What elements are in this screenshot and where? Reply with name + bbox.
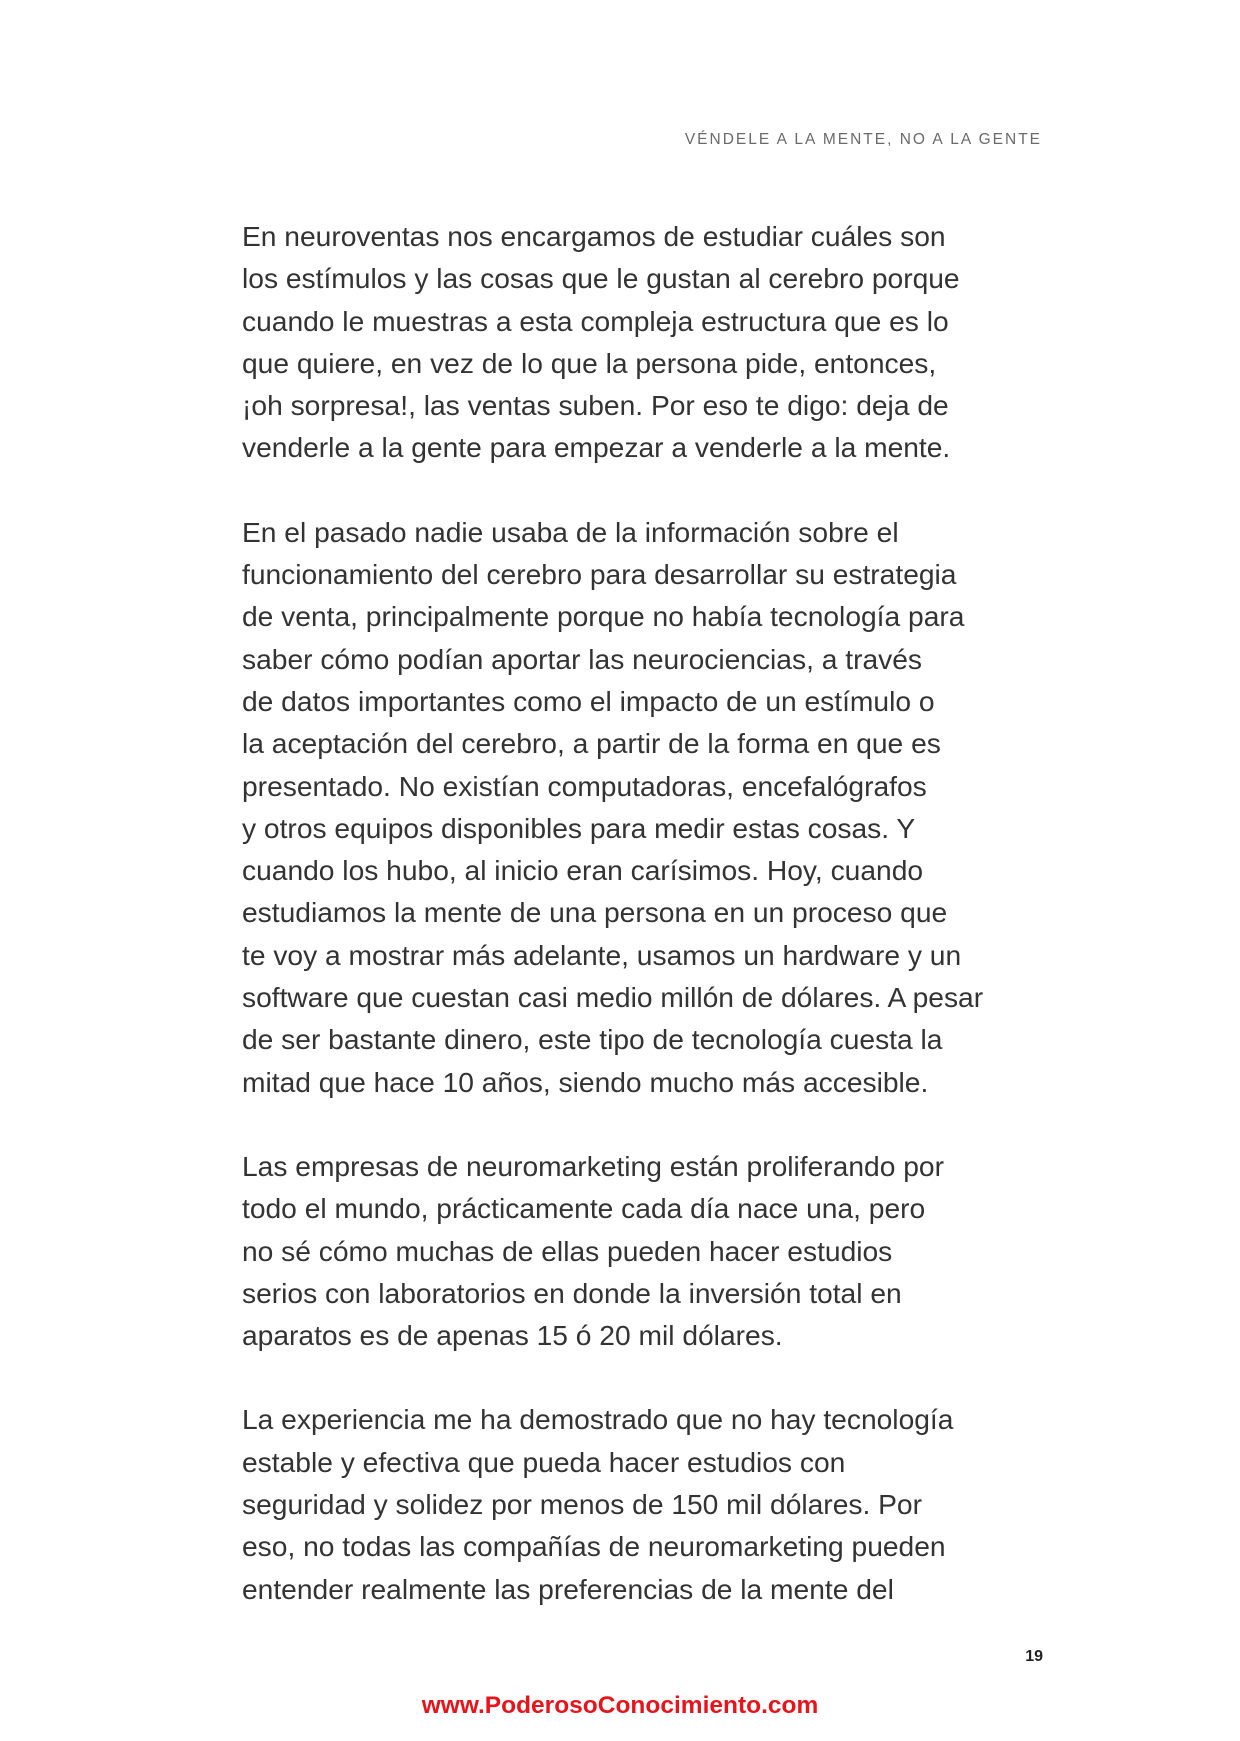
text-line: te voy a mostrar más adelante, usamos un hardware y un <box>242 938 962 971</box>
text-line: Las empresas de neuromarketing están proliferando por <box>242 1149 944 1182</box>
text-line: mitad que hace 10 años, siendo mucho más accesible. <box>242 1065 929 1098</box>
page-number: 19 <box>1025 1648 1043 1665</box>
text-line: En neuroventas nos encargamos de estudiar cuáles son <box>242 220 946 252</box>
text-line: saber cómo podían aportar las neurociencias, a través <box>242 642 923 675</box>
text-line: estudiamos la mente de una persona en un proceso que <box>242 896 948 929</box>
text-line: de ser bastante dinero, este tipo de tecnología cuesta la <box>242 1023 943 1056</box>
text-line: de datos importantes como el impacto de un estímulo o <box>242 684 935 717</box>
text-line: no sé cómo muchas de ellas pueden hacer estudios <box>242 1234 893 1267</box>
text-line: cuando le muestras a esta compleja estructura que es lo <box>242 304 949 337</box>
watermark-link[interactable]: www.PoderosoConocimiento.com <box>421 1692 819 1719</box>
text-line: seguridad y solidez por menos de 150 mil dólares. Por <box>242 1488 922 1521</box>
paragraph <box>242 511 1102 1103</box>
paragraph <box>242 1398 1102 1609</box>
text-line: ¡oh sorpresa!, las ventas suben. Por eso te digo: deja de <box>242 389 949 422</box>
text-line: todo el mundo, prácticamente cada día nace una, pero <box>242 1192 926 1225</box>
text-line: serios con laboratorios en donde la inversión total en <box>242 1276 902 1309</box>
body-text <box>242 215 1102 1652</box>
running-header: VÉNDELE A LA MENTE, NO A LA GENTE <box>684 131 1042 148</box>
text-line: En el pasado nadie usaba de la información sobre el <box>242 515 899 548</box>
text-line: de venta, principalmente porque no había tecnología para <box>242 600 965 633</box>
text-line: funcionamiento del cerebro para desarrollar su estrategia <box>242 558 957 591</box>
text-line: estable y efectiva que pueda hacer estudios con <box>242 1445 846 1478</box>
text-line: eso, no todas las compañías de neuromarketing pueden <box>242 1530 946 1563</box>
text-line: que quiere, en vez de lo que la persona pide, entonces, <box>242 346 937 379</box>
text-line: venderle a la gente para empezar a venderle a la mente. <box>242 431 951 464</box>
text-line: aparatos es de apenas 15 ó 20 mil dólares. <box>242 1319 783 1352</box>
text-line: los estímulos y las cosas que le gustan al cerebro porque <box>242 262 960 295</box>
text-line: presentado. No existían computadoras, encefalógrafos <box>242 769 927 802</box>
paragraph <box>242 1145 1102 1356</box>
paragraph <box>242 215 1102 469</box>
text-line: cuando los hubo, al inicio eran carísimos. Hoy, cuando <box>242 854 924 887</box>
text-line: La experiencia me ha demostrado que no hay tecnología <box>242 1403 954 1436</box>
text-line: y otros equipos disponibles para medir estas cosas. Y <box>242 811 916 844</box>
text-line: entender realmente las preferencias de la mente del <box>242 1572 894 1605</box>
text-line: la aceptación del cerebro, a partir de la forma en que es <box>242 727 941 760</box>
text-line: software que cuestan casi medio millón de dólares. A pesar <box>242 981 984 1014</box>
